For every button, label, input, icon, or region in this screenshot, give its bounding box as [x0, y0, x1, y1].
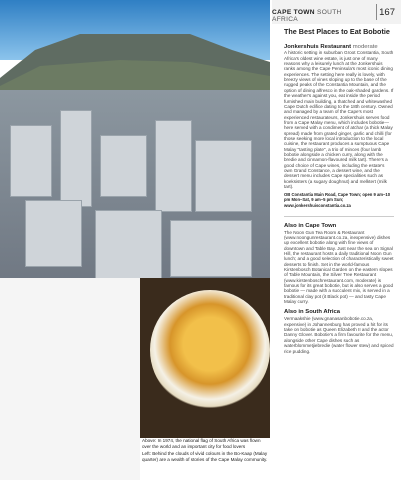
table-mountain	[0, 20, 270, 100]
bo-kaap-photo	[0, 278, 140, 480]
featured-address: OB Constantia Main Road, Cape Town; open 9 am–10 pm Mon–Sat, 9 am–5 pm Sun; www.jonkershuisconstantia.co.za	[284, 192, 391, 208]
also-south-africa-body: Vermaakshie (www.gnanasanbobotie.co.za, expensive) in Johannesburg has proved a hit for its take on bobotie as Queen Elizabeth II and the actor Danny Glover. Bobotie's a firm favourite for the menu, alongside other Cape dishes such as waterblommetjiebredie (water flower stew) and spiced rice pudding.	[284, 316, 394, 354]
photo-captions	[140, 438, 270, 480]
featured-restaurant	[284, 44, 394, 207]
section-title	[272, 9, 367, 23]
section-title-country: SOUTH AFRICA	[272, 9, 342, 23]
also-south-africa	[284, 309, 394, 353]
divider	[284, 216, 394, 217]
featured-name: Jonkershuis Restaurant	[284, 44, 352, 51]
also-cape-town-heading: Also in Cape Town	[284, 222, 337, 229]
also-cape-town-body: The Noon Gun Tea Room & Restaurant (www.noongunrestaurant.co.za, inexpensive) dishes up excellent bobotie along with fine views of downtown and Table Bay. Just near the sea on Signal Hill, the restaurant hosts a daily traditional Noon Gun lunch; and a good selection of characteristically sweet desserts to finish. Set in the world-famous Kirstenbosch Botanical Garden on the eastern slopes of Table Mountain, the Silver Tree Restaurant (www.kirstenboschrestaurant.com, moderate) is famous for its great bobotie, but is also serves a good bobotie — made with a succulent mix, is served in a traditional clay pot (it Black pot) — and tasty Cape Malay curry.	[284, 229, 394, 305]
bobotie-bowl	[150, 290, 270, 410]
article-title: The Best Places to Eat Bobotie	[284, 27, 390, 36]
caption-above: Above: In 1974, the national flag of South Africa was flown over the world and an important city for food lovers	[142, 438, 261, 449]
also-south-africa-heading: Also in South Africa	[284, 309, 341, 316]
header-divider	[376, 4, 377, 20]
featured-body: A historic setting in suburban Groot Constantia, South Africa's oldest wine estate, is just one of many reasons why a leisurely lunch at the Jonkershuis ranks among the Cape Peninsula's most iconic dining experiences. The setting here really is lovely, with breezy views of vines sloping up to the base of the rugged peaks of the Constantia Mountain, and the option of dining alfresco in the oak-shaded gardens. If the weather's against you, eat inside the period furnished main building, a thatched and whitewashed Cape Dutch edifice dating to the 18th century. Owned and managed by a team of the Cape's most experienced restaurateurs, Jonkershuis serves food from a Cape Malay menu, which includes bobotie— here served with a condiment of atchar (a thick Malay spread) made from grated ginger, garlic and chilli (for those seeking more local introduction to the local cuisine, the restaurant produces a sumptuous Cape Malay "tasting plate", a trio of minces (four lamb bobotie alongside a chicken curry, along with the bredie and cinnamon-flavoured milk tart). There's a good choice of Cape wines, including the estate's own Grand Constance, a dessert wine, and the dessert menu includes Cape specialities such as koeksisters (a sugary doughnut) and melktert (milk tart).	[284, 50, 394, 189]
also-cape-town	[284, 223, 394, 305]
article	[284, 28, 394, 354]
featured-price: moderate	[352, 44, 378, 51]
text-column	[272, 0, 401, 480]
page-header	[272, 0, 401, 24]
bobotie-dish-photo	[140, 278, 270, 438]
page-number: 167	[379, 7, 395, 18]
city-buildings	[0, 90, 270, 300]
caption-left: Left: Behind the clouds of vivid colours in the Bo-Kaap (Malay quarter) are a wealth of stories of the Cape Malay community.	[142, 451, 268, 462]
section-title-city: CAPE TOWN	[272, 9, 315, 16]
